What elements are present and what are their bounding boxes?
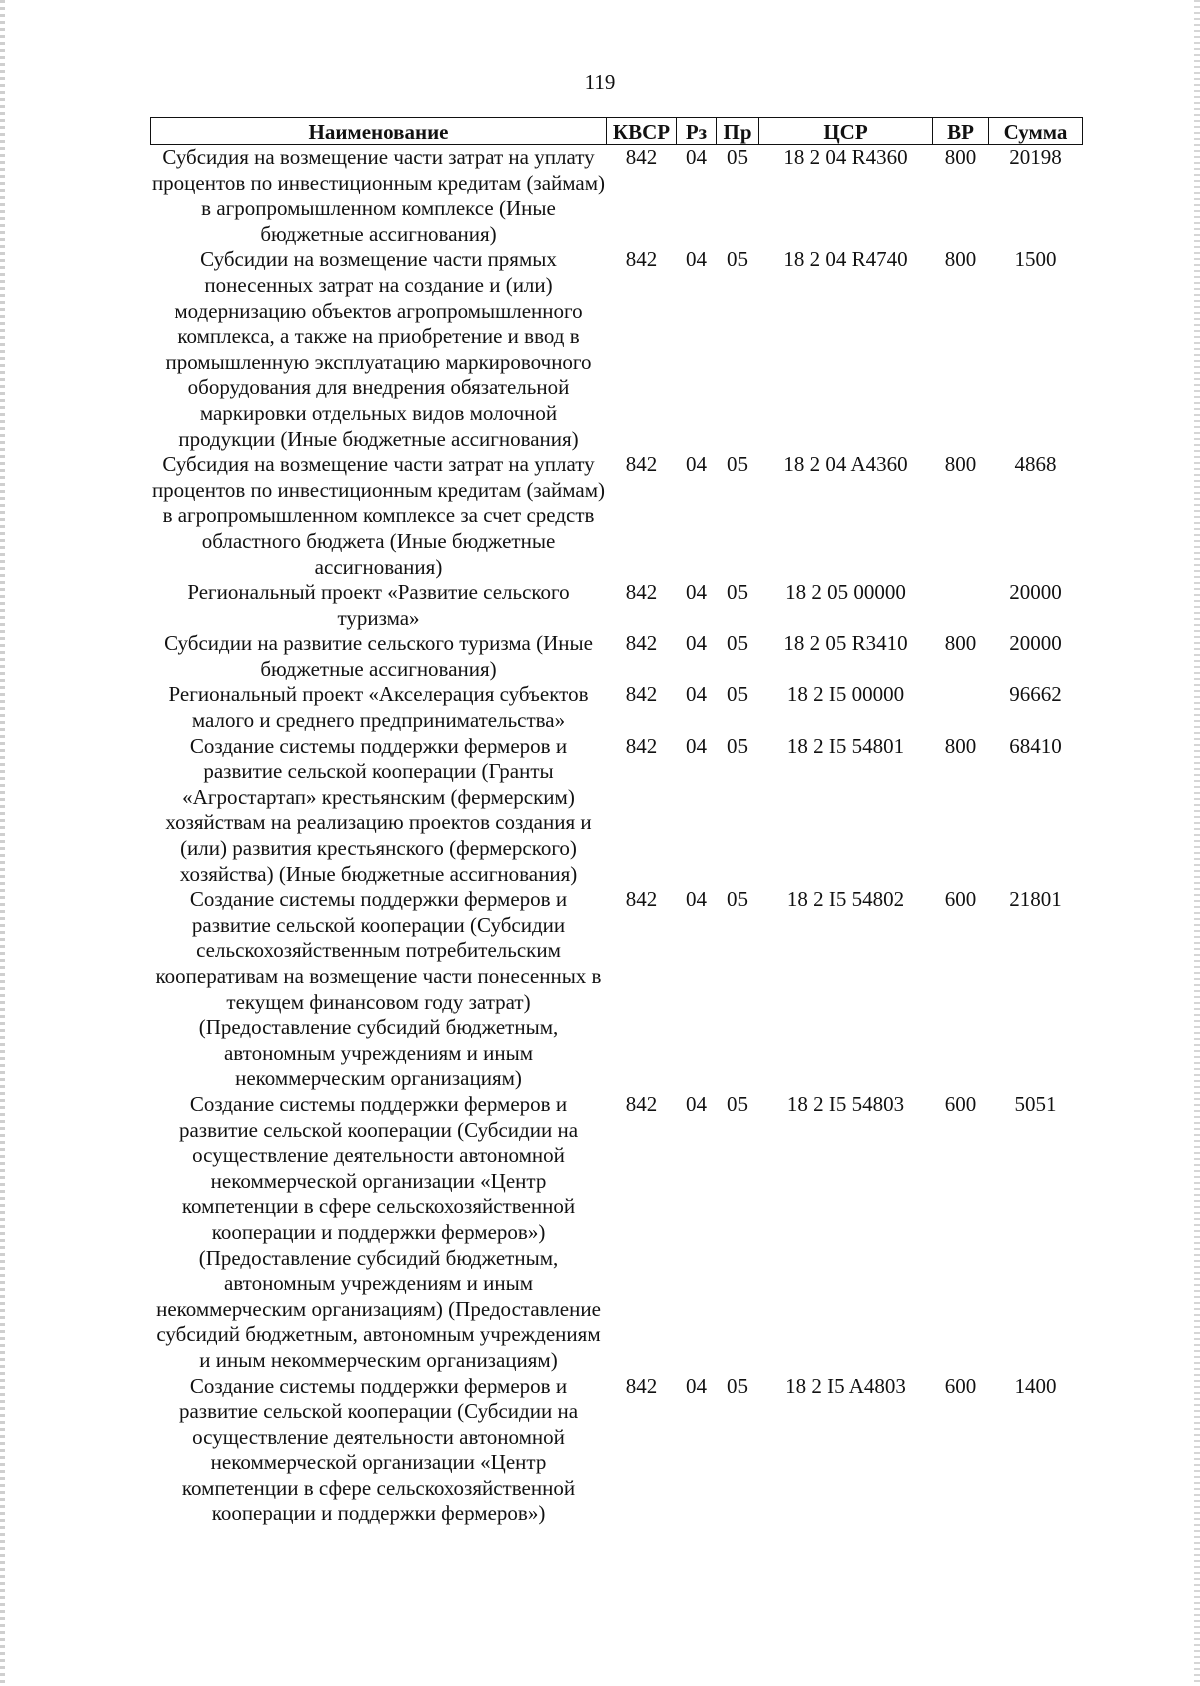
row-csr: 18 2 04 R4360 <box>783 145 908 169</box>
row-vr: 800 <box>944 733 977 758</box>
header-csr: ЦСР <box>759 118 933 145</box>
row-vr: 800 <box>944 145 977 169</box>
table-body <box>151 145 1083 1528</box>
budget-table <box>150 117 1083 1527</box>
row-kvsr: 842 <box>625 887 658 912</box>
row-csr: 18 2 05 00000 <box>785 580 906 605</box>
table-row <box>151 887 1083 1092</box>
header-pr: Пр <box>717 118 759 145</box>
row-name: Создание системы поддержки фермеров и развитие сельской кооперации (Субсидии сельскохозяйственным потребительским кооперативам на возмещение части понесенных в текущем финансовом году затрат) (Предоставление субсидий бюджетным, автономным учреждениям и иным некоммерческим организациям) <box>155 887 602 1091</box>
header-vr: ВР <box>933 118 989 145</box>
table-header <box>151 118 1083 145</box>
row-kvsr: 842 <box>625 1373 658 1398</box>
row-kvsr: 842 <box>625 631 658 656</box>
row-rz: 04 <box>686 145 707 169</box>
row-pr: 05 <box>727 452 748 477</box>
header-name: Наименование <box>151 118 607 145</box>
row-name: Региональный проект «Акселерация субъектов малого и среднего предпринимательства» <box>168 682 589 733</box>
row-pr: 05 <box>727 1373 748 1398</box>
row-sum: 21801 <box>1009 887 1062 912</box>
row-pr: 05 <box>727 247 748 272</box>
row-vr <box>933 580 989 631</box>
row-vr: 800 <box>944 452 977 477</box>
page-number: 119 <box>584 70 616 94</box>
row-sum: 68410 <box>1009 733 1062 758</box>
row-rz: 04 <box>686 452 707 477</box>
row-vr: 800 <box>944 247 977 272</box>
table-row <box>151 1092 1083 1374</box>
row-csr: 18 2 I5 A4803 <box>785 1373 906 1398</box>
row-vr <box>933 682 989 733</box>
row-rz: 04 <box>686 733 707 758</box>
row-csr: 18 2 04 A4360 <box>783 452 908 477</box>
scan-edge-left <box>0 0 5 1686</box>
row-csr: 18 2 I5 54803 <box>786 1091 905 1116</box>
row-rz: 04 <box>686 631 707 656</box>
row-vr: 600 <box>944 1091 977 1116</box>
header-sum: Сумма <box>989 118 1083 145</box>
row-pr: 05 <box>727 1091 748 1116</box>
row-sum: 1500 <box>1014 247 1057 272</box>
table-row <box>151 734 1083 888</box>
row-pr: 05 <box>727 631 748 656</box>
row-kvsr: 842 <box>625 682 658 707</box>
row-name: Создание системы поддержки фермеров и развитие сельской кооперации (Субсидии на осуществление деятельности автономной некоммерческой организации «Центр компетенции в сфере сельскохозяйственной кооперации и поддержки фермеров») <box>178 1373 579 1526</box>
table-row <box>151 682 1083 733</box>
table-row <box>151 1374 1083 1528</box>
row-kvsr: 842 <box>625 580 658 605</box>
row-rz: 04 <box>686 580 707 605</box>
row-kvsr: 842 <box>625 733 658 758</box>
table-row <box>151 452 1083 580</box>
row-name: Субсидия на возмещение части затрат на уплату процентов по инвестиционным кредитам (займам) в агропромышленном комплексе (Иные бюджетные ассигнования) <box>151 145 606 246</box>
scan-edge-right <box>1194 0 1200 1686</box>
table-row <box>151 247 1083 452</box>
row-sum: 20198 <box>1009 145 1062 169</box>
row-sum: 1400 <box>1014 1373 1057 1398</box>
row-csr: 18 2 I5 54802 <box>786 887 905 912</box>
row-kvsr: 842 <box>625 452 658 477</box>
row-name: Субсидии на развитие сельского туризма (Иные бюджетные ассигнования) <box>164 631 593 681</box>
row-rz: 04 <box>686 1373 707 1398</box>
row-pr: 05 <box>727 682 748 707</box>
row-name: Создание системы поддержки фермеров и развитие сельской кооперации (Субсидии на осуществление деятельности автономной некоммерческой организации «Центр компетенции в сфере сельскохозяйственной кооперации и поддержки фермеров») (Предоставление субсидий бюджетным, автономным учреждениям и иным некоммерческим организациям) (Предоставление субсидий бюджетным, автономным учреждениям и иным некоммерческим организациям) <box>156 1091 601 1372</box>
row-rz: 04 <box>686 887 707 912</box>
row-rz: 04 <box>686 1091 707 1116</box>
row-rz: 04 <box>686 247 707 272</box>
row-csr: 18 2 05 R3410 <box>783 631 908 656</box>
row-pr: 05 <box>727 580 748 605</box>
row-csr: 18 2 I5 54801 <box>786 733 905 758</box>
row-sum: 5051 <box>1014 1091 1057 1116</box>
table-row <box>151 631 1083 682</box>
row-csr: 18 2 04 R4740 <box>783 247 908 272</box>
row-pr: 05 <box>727 887 748 912</box>
header-rz: Рз <box>677 118 717 145</box>
row-pr: 05 <box>727 145 748 169</box>
row-sum: 20000 <box>1009 631 1062 656</box>
row-sum: 4868 <box>1014 452 1057 477</box>
row-vr: 800 <box>944 631 977 656</box>
table-row <box>151 145 1083 248</box>
row-name: Субсидии на возмещение части прямых понесенных затрат на создание и (или) модернизацию объектов агропромышленного комплекса, а также на приобретение и ввод в промышленную эксплуатацию маркировочного оборудования для внедрения обязательной маркировки отдельных видов молочной продукции (Иные бюджетные ассигнования) <box>165 247 592 451</box>
row-kvsr: 842 <box>625 145 658 169</box>
table-row <box>151 580 1083 631</box>
row-sum: 20000 <box>1009 580 1062 605</box>
row-csr: 18 2 I5 00000 <box>786 682 905 707</box>
row-kvsr: 842 <box>625 1091 658 1116</box>
row-name: Создание системы поддержки фермеров и развитие сельской кооперации (Гранты «Агростартап» крестьянским (фермерским) хозяйствам на реализацию проектов создания и (или) развития крестьянского (фермерского) хозяйства) (Иные бюджетные ассигнования) <box>165 733 592 886</box>
row-vr: 600 <box>944 887 977 912</box>
row-rz: 04 <box>686 682 707 707</box>
row-pr: 05 <box>727 733 748 758</box>
row-name: Субсидия на возмещение части затрат на уплату процентов по инвестиционным кредитам (займам) в агропромышленном комплексе за счет средств областного бюджета (Иные бюджетные ассигнования) <box>151 452 606 579</box>
row-name: Региональный проект «Развитие сельского туризма» <box>187 580 570 630</box>
row-vr: 600 <box>944 1373 977 1398</box>
header-kvsr: КВСР <box>607 118 677 145</box>
row-kvsr: 842 <box>625 247 658 272</box>
row-sum: 96662 <box>1009 682 1062 707</box>
